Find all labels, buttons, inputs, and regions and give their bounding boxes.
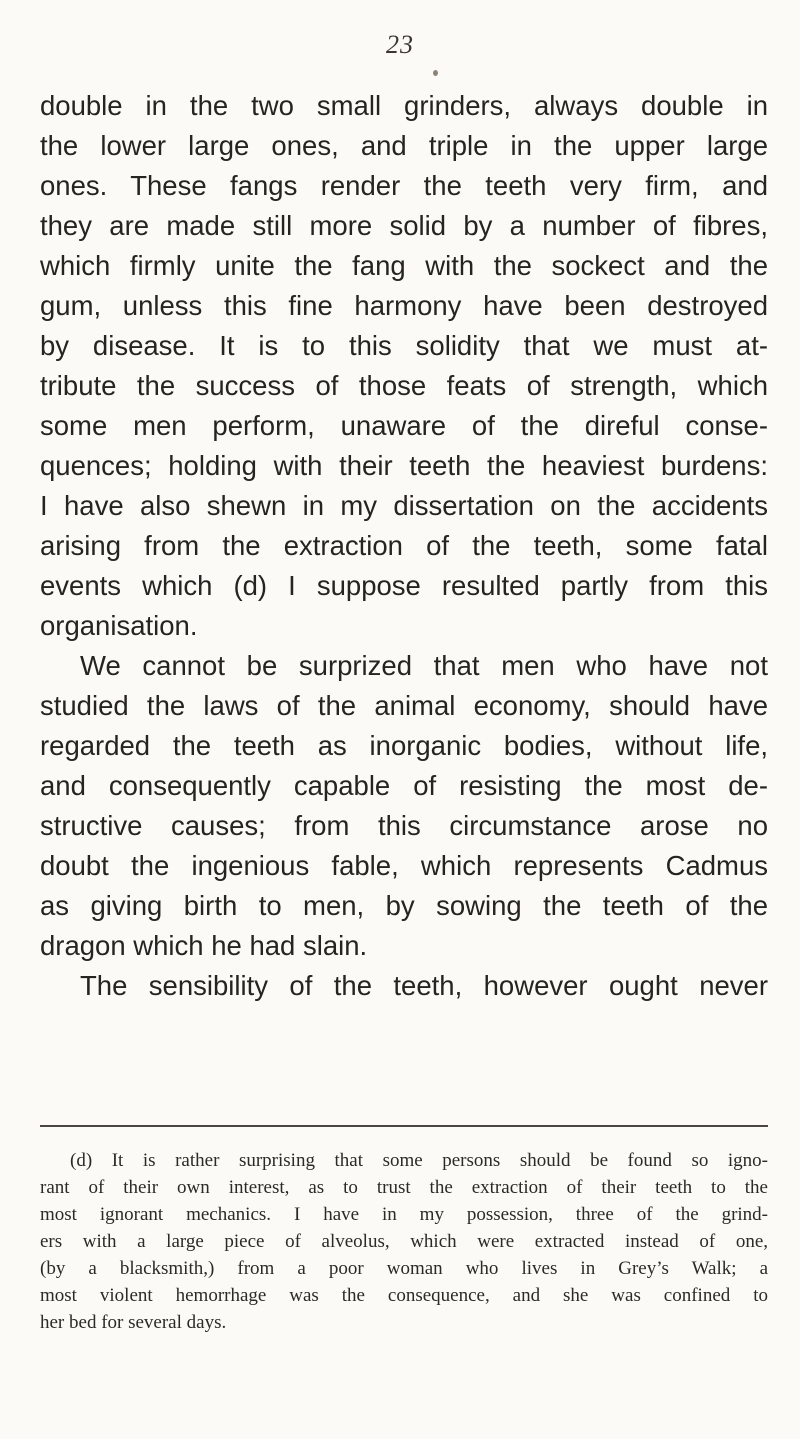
body-line: the lower large ones, and triple in the upper large xyxy=(40,130,768,161)
body-line: double in the two small grinders, always double in xyxy=(40,90,768,121)
ink-speck xyxy=(433,70,438,76)
body-line: which firmly unite the fang with the sockect and the xyxy=(40,250,768,281)
body-text xyxy=(40,86,768,1006)
body-line: I have also shewn in my dissertation on the accidents xyxy=(40,490,768,521)
footnote-line: most ignorant mechanics. I have in my possession, three of the grind- xyxy=(40,1204,768,1225)
body-line: by disease. It is to this solidity that we must at- xyxy=(40,330,768,361)
body-line: studied the laws of the animal economy, should have xyxy=(40,690,768,721)
footnote-line: (d) It is rather surprising that some persons should be found so igno- xyxy=(70,1150,768,1171)
footnote-line: rant of their own interest, as to trust the extraction of their teeth to the xyxy=(40,1177,768,1198)
footnote-line: most violent hemorrhage was the consequence, and she was confined to xyxy=(40,1285,768,1306)
body-line: doubt the ingenious fable, which represents Cadmus xyxy=(40,850,768,881)
body-line: The sensibility of the teeth, however ought never xyxy=(80,970,768,1001)
body-line: structive causes; from this circumstance arose no xyxy=(40,810,768,841)
page-number: 23 xyxy=(386,30,414,59)
body-line: dragon which he had slain. xyxy=(40,930,368,961)
body-line: some men perform, unaware of the direful conse- xyxy=(40,410,768,441)
body-line: tribute the success of those feats of strength, which xyxy=(40,370,768,401)
body-line: they are made still more solid by a number of fibres, xyxy=(40,210,768,241)
footnote xyxy=(40,1147,768,1336)
footnote-line: her bed for several days. xyxy=(40,1312,227,1333)
footnote-line: (by a blacksmith,) from a poor woman who lives in Grey’s Walk; a xyxy=(40,1258,768,1279)
footnote-rule xyxy=(40,1125,768,1127)
body-line: We cannot be surprized that men who have not xyxy=(80,650,768,681)
body-line: gum, unless this fine harmony have been destroyed xyxy=(40,290,768,321)
body-line: and consequently capable of resisting the most de- xyxy=(40,770,768,801)
body-line: events which (d) I suppose resulted partly from this xyxy=(40,570,768,601)
body-line: organisation. xyxy=(40,610,198,641)
body-line: regarded the teeth as inorganic bodies, without life, xyxy=(40,730,768,761)
body-line: quences; holding with their teeth the heaviest burdens: xyxy=(40,450,768,481)
body-line: as giving birth to men, by sowing the teeth of the xyxy=(40,890,768,921)
footnote-line: ers with a large piece of alveolus, which were extracted instead of one, xyxy=(40,1231,768,1252)
body-line: arising from the extraction of the teeth, some fatal xyxy=(40,530,768,561)
body-line: ones. These fangs render the teeth very firm, and xyxy=(40,170,768,201)
